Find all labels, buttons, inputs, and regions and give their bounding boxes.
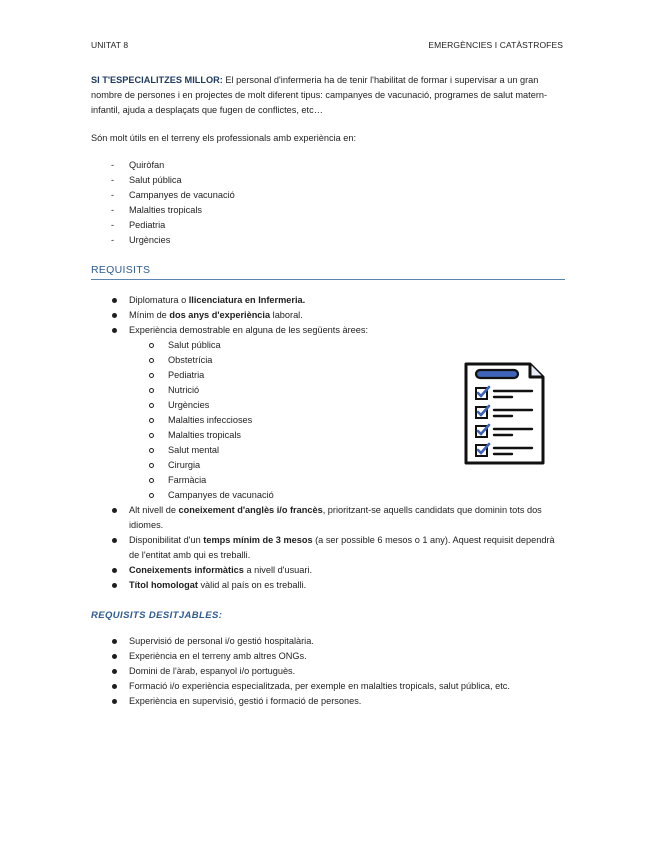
sub-item-text: Obstetrícia <box>168 355 213 365</box>
item-bold: Coneixements informàtics <box>129 565 244 575</box>
bullet-dot <box>112 583 117 588</box>
bullet-ring <box>149 448 154 453</box>
header-unit: UNITAT 8 <box>91 40 129 50</box>
experience-intro: Són molt útils en el terreny els professionals amb experiència en: <box>91 133 357 143</box>
list-item <box>91 563 565 578</box>
bullet-ring <box>149 478 154 483</box>
item-text: Domini de l'àrab, espanyol i/o portuguès. <box>129 666 296 676</box>
item-text: (a ser possible 6 mesos o 1 any). Aquest requisit dependrà de l'entitat amb qui es treballi. <box>129 535 555 560</box>
sub-item-text: Salut pública <box>168 340 221 350</box>
desitjables-heading: REQUISITS DESITJABLES: <box>91 610 223 621</box>
list-item <box>91 503 565 533</box>
bullet-ring <box>149 493 154 498</box>
item-bold: temps mínim de 3 mesos <box>203 535 313 545</box>
sub-item <box>129 473 565 488</box>
item-text: Mínim de <box>129 310 170 320</box>
list-item: - Urgències <box>91 233 235 248</box>
sub-item-text: Farmàcia <box>168 475 207 485</box>
list-item <box>91 578 565 593</box>
experience-list <box>91 158 235 248</box>
bullet-dot <box>112 508 117 513</box>
item-text: vàlid al país on es treballi. <box>197 580 307 590</box>
sub-item <box>129 488 565 503</box>
bullet-ring <box>149 418 154 423</box>
sub-item-text: Cirurgia <box>168 460 201 470</box>
list-item: - Quiròfan <box>91 158 235 173</box>
sub-item-text: Malalties infeccioses <box>168 415 253 425</box>
list-item <box>91 634 565 649</box>
sub-item <box>129 338 565 353</box>
bullet-dot <box>112 568 117 573</box>
item-bold: Títol homologat <box>129 580 198 590</box>
item-text: , prioritzant-se aquells candidats que dominin tots dos idiomes. <box>129 505 542 530</box>
requisits-heading: REQUISITS <box>91 264 565 280</box>
list-item: - Malalties tropicals <box>91 203 235 218</box>
item-text: Experiència demostrable en alguna de les següents àrees: <box>129 325 369 335</box>
list-item <box>91 308 565 323</box>
list-item <box>91 679 565 694</box>
item-text: Alt nivell de <box>129 505 179 515</box>
sub-item-text: Salut mental <box>168 445 220 455</box>
bullet-dot <box>112 298 117 303</box>
list-item: - Pediatria <box>91 218 235 233</box>
bullet-ring <box>149 403 154 408</box>
sub-item-text: Nutrició <box>168 385 200 395</box>
item-text: Experiència en supervisió, gestió i formació de persones. <box>129 696 362 706</box>
list-item <box>91 533 565 563</box>
list-item: - Campanyes de vacunació <box>91 188 235 203</box>
bullet-dot <box>112 639 117 644</box>
list-item: - Salut pública <box>91 173 235 188</box>
item-text: Disponibilitat d'un <box>129 535 204 545</box>
bullet-dot <box>112 328 117 333</box>
bullet-dot <box>112 684 117 689</box>
bullet-dot <box>112 538 117 543</box>
item-text: Supervisió de personal i/o gestió hospitalària. <box>129 636 314 646</box>
bullet-dot <box>112 699 117 704</box>
item-text: a nivell d'usuari. <box>243 565 313 575</box>
item-text: Formació i/o experiència especialitzada, per exemple en malalties tropicals, salut pública, etc. <box>129 681 510 691</box>
sub-item-text: Pediatria <box>168 370 205 380</box>
bullet-ring <box>149 463 154 468</box>
bullet-ring <box>149 388 154 393</box>
sub-item-text: Malalties tropicals <box>168 430 242 440</box>
item-text: Diplomatura o <box>129 295 189 305</box>
list-item <box>91 664 565 679</box>
bullet-dot <box>112 669 117 674</box>
item-text: laboral. <box>270 310 303 320</box>
desitjables-list <box>91 634 565 709</box>
bullet-dot <box>112 654 117 659</box>
item-text: Experiència en el terreny amb altres ONGs. <box>129 651 307 661</box>
intro-text: El personal d'infermeria ha de tenir l'habilitat de formar i supervisar a un gran nombre de persones i en projectes de molt diferent tipus: campanyes de vacunació, programes de salut matern-infantil, ajuda a desplaçats que fugen de conflictes, etc… <box>91 75 548 115</box>
intro-paragraph <box>91 73 561 118</box>
list-item <box>91 293 565 308</box>
intro-lead: SI T'ESPECIALITZES MILLOR: <box>91 75 223 85</box>
bullet-ring <box>149 373 154 378</box>
bullet-ring <box>149 343 154 348</box>
item-bold: coneixement d'anglès i/o francès <box>178 505 323 515</box>
list-item <box>91 649 565 664</box>
sub-item-text: Campanyes de vacunació <box>168 490 274 500</box>
item-bold: dos anys d'experiència <box>169 310 271 320</box>
checklist-icon-svg <box>462 361 546 467</box>
bullet-dot <box>112 313 117 318</box>
checklist-icon <box>462 361 546 467</box>
header-title: EMERGÈNCIES I CATÀSTROFES <box>428 40 563 50</box>
item-bold: llicenciatura en Infermeria. <box>188 295 306 305</box>
bullet-ring <box>149 358 154 363</box>
bullet-ring <box>149 433 154 438</box>
sub-item-text: Urgències <box>168 400 210 410</box>
list-item <box>91 694 565 709</box>
